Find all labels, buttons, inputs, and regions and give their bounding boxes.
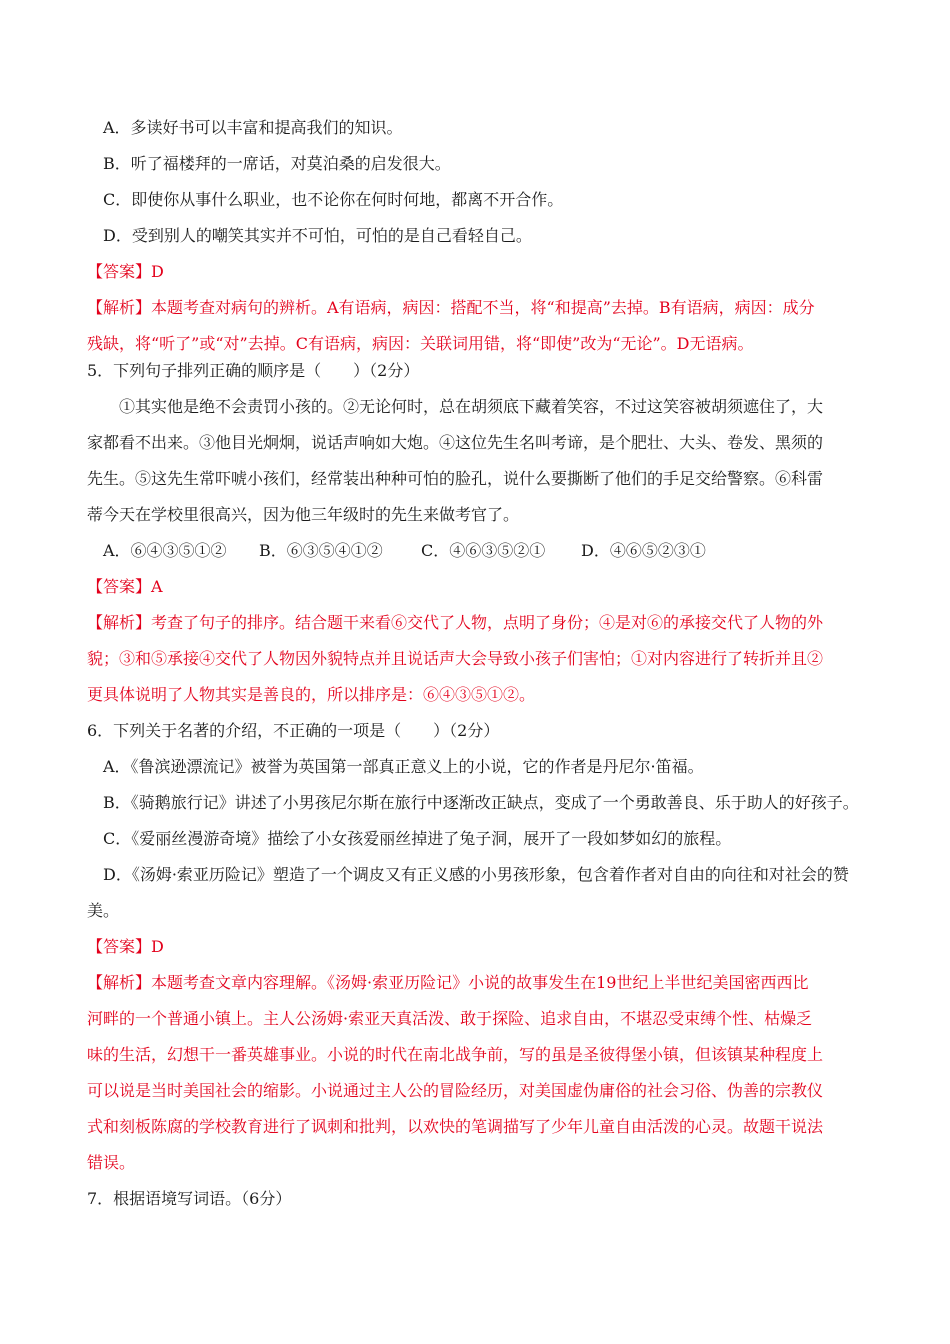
q6-analysis-line: 【解析】本题考查文章内容理解。《汤姆·索亚历险记》小说的故事发生在19世纪上半世纪美国密西西比	[87, 973, 809, 992]
q5-answer: 【答案】A	[87, 577, 163, 596]
q6-analysis-line: 式和刻板陈腐的学校教育进行了讽刺和批判，以欢快的笔调描写了少年儿童自由活泼的心灵。故题干说法	[87, 1117, 824, 1136]
q6-option-d: D．《汤姆·索亚历险记》塑造了一个调皮又有正义感的小男孩形象，包含着作者对自由的向往和对社会的赞	[103, 865, 849, 884]
q4-option-d: D．受到别人的嘲笑其实并不可怕，可怕的是自己看轻自己。	[103, 226, 532, 245]
q6-analysis-line: 错误。	[87, 1153, 136, 1172]
q4-options	[87, 110, 877, 362]
q7-stem: 7．根据语境写词语。（6分）	[87, 1189, 292, 1208]
q5-passage-line: 先生。⑤这先生常吓唬小孩们，经常装出种种可怕的脸孔，说什么要撕断了他们的手足交给警察。⑥科雷	[87, 469, 824, 488]
q6-answer: 【答案】D	[87, 937, 164, 956]
q4-answer: 【答案】D	[87, 262, 164, 281]
q5-analysis-line: 更具体说明了人物其实是善良的，所以排序是：⑥④③⑤①②。	[87, 685, 536, 704]
q4-analysis-line: 残缺，将“听了”或“对”去掉。C有语病，病因：关联词用错，将“即使”改为“无论”。D无语病。	[87, 334, 754, 353]
q5-analysis-line: 貌；③和⑤承接④交代了人物因外貌特点并且说话声大会导致小孩子们害怕；①对内容进行了转折并且②	[87, 649, 824, 668]
q5-options	[87, 533, 877, 569]
q5-passage-line: 家都看不出来。③他目光炯炯，说话声响如大炮。④这位先生名叫考谛，是个肥壮、大头、卷发、黑须的	[87, 433, 824, 452]
q4-option-b: B．听了福楼拜的一席话，对莫泊桑的启发很大。	[103, 154, 451, 173]
q5-analysis-line: 【解析】考查了句子的排序。结合题干来看⑥交代了人物，点明了身份；④是对⑥的承接交代了人物的外	[87, 613, 824, 632]
q5-passage-line: ①其实他是绝不会责罚小孩的。②无论何时，总在胡须底下藏着笑容，不过这笑容被胡须遮住了，大	[119, 397, 824, 416]
q5-option-d: D．④⑥⑤②③①	[581, 541, 706, 560]
q4-option-c: C．即使你从事什么职业，也不论你在何时何地，都离不开合作。	[103, 190, 564, 209]
q6-option-b: B．《骑鹅旅行记》讲述了小男孩尼尔斯在旅行中逐渐改正缺点，变成了一个勇敢善良、乐于助人的好孩子。	[103, 793, 859, 812]
q6-option-a: A．《鲁滨逊漂流记》被誉为英国第一部真正意义上的小说，它的作者是丹尼尔·笛福。	[103, 757, 704, 776]
q6-stem: 6．下列关于名著的介绍，不正确的一项是（ ）（2分）	[87, 721, 500, 740]
q5-block	[87, 353, 877, 713]
q6-block	[87, 713, 877, 1217]
q5-passage-line: 蒂今天在学校里很高兴，因为他三年级时的先生来做考官了。	[87, 505, 520, 524]
q5-option-b: B．⑥③⑤④①②	[259, 541, 383, 560]
q6-analysis-line: 味的生活，幻想干一番英雄事业。小说的时代在南北战争前，写的虽是圣彼得堡小镇，但该镇某种程度上	[87, 1045, 824, 1064]
q5-stem: 5．下列句子排列正确的顺序是（ ）（2分）	[87, 361, 420, 380]
q6-option-d-continued: 美。	[87, 901, 120, 920]
q5-option-a: A．⑥④③⑤①②	[103, 541, 227, 560]
q6-option-c: C．《爱丽丝漫游奇境》描绘了小女孩爱丽丝掉进了兔子洞，展开了一段如梦如幻的旅程。	[103, 829, 732, 848]
q5-option-c: C．④⑥③⑤②①	[421, 541, 546, 560]
q4-option-a: A．多读好书可以丰富和提高我们的知识。	[103, 118, 403, 137]
q6-analysis-line: 可以说是当时美国社会的缩影。小说通过主人公的冒险经历，对美国虚伪庸俗的社会习俗、伪善的宗教仪	[87, 1081, 824, 1100]
q4-analysis-line: 【解析】本题考查对病句的辨析。A有语病，病因：搭配不当，将“和提高”去掉。B有语病，病因：成分	[87, 298, 815, 317]
q6-analysis-line: 河畔的一个普通小镇上。主人公汤姆·索亚天真活泼、敢于探险、追求自由，不堪忍受束缚个性、枯燥乏	[87, 1009, 813, 1028]
